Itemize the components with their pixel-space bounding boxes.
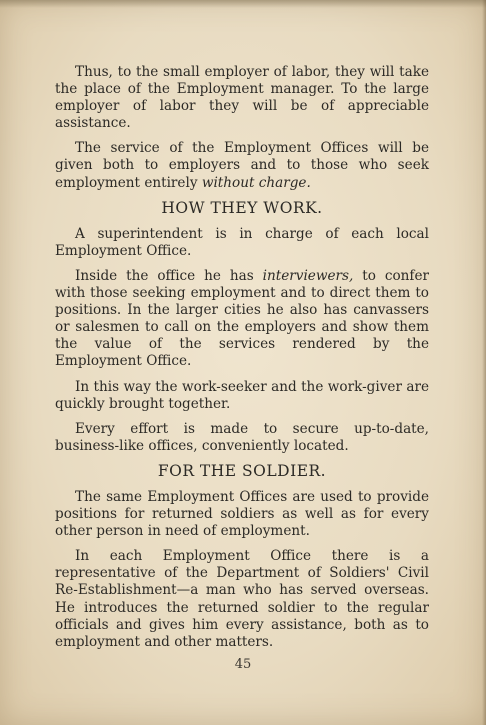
- paragraph-superintendent: A superintendent is in charge of each local Employment Office.: [55, 225, 429, 259]
- paragraph-returned-soldiers: The same Employment Offices are used to provide positions for returned soldiers as well as for every other person in need of employment.: [55, 488, 429, 540]
- emphasis-interviewers: interviewers,: [262, 267, 354, 284]
- paragraph-interviewers-start: Inside the office he has: [75, 267, 263, 284]
- heading-for-the-soldier: FOR THE SOLDIER.: [157, 461, 327, 480]
- paragraph-brought-together: In this way the work-seeker and the work-giver are quickly brought together.: [55, 378, 429, 412]
- paragraph-interviewers: [55, 268, 429, 371]
- paragraph-small-employer: Thus, to the small employer of labor, they will take the place of the Employment manager. To the large employer of labor they will be of appreciable assistance.: [55, 64, 429, 132]
- paragraph-service-free: [55, 140, 429, 191]
- paragraph-interviewers-end: to confer with those seeking employment and to direct them to positions. In the larger cities he also has canvassers or salesmen to call on the employers and show them the value of the services rendered by the Employment Office.: [55, 267, 429, 370]
- paragraph-offices-located: Every effort is made to secure up-to-date, business-like offices, conveniently located.: [55, 420, 429, 454]
- page-body-text: [55, 64, 429, 659]
- emphasis-without-charge: without charge.: [201, 174, 311, 191]
- paragraph-service-free-text: The service of the Employment Offices will be given both to employers and to those who seek employment entirely: [55, 140, 429, 191]
- page-number: 45: [234, 657, 252, 672]
- heading-how-they-work: HOW THEY WORK.: [161, 198, 323, 217]
- paragraph-representative: In each Employment Office there is a representative of the Department of Soldiers' Civil Re-Establishment—a man who has served overseas. He introduces the returned soldier to the regular officials and gives him every assistance, both as to employment and other matters.: [55, 548, 429, 650]
